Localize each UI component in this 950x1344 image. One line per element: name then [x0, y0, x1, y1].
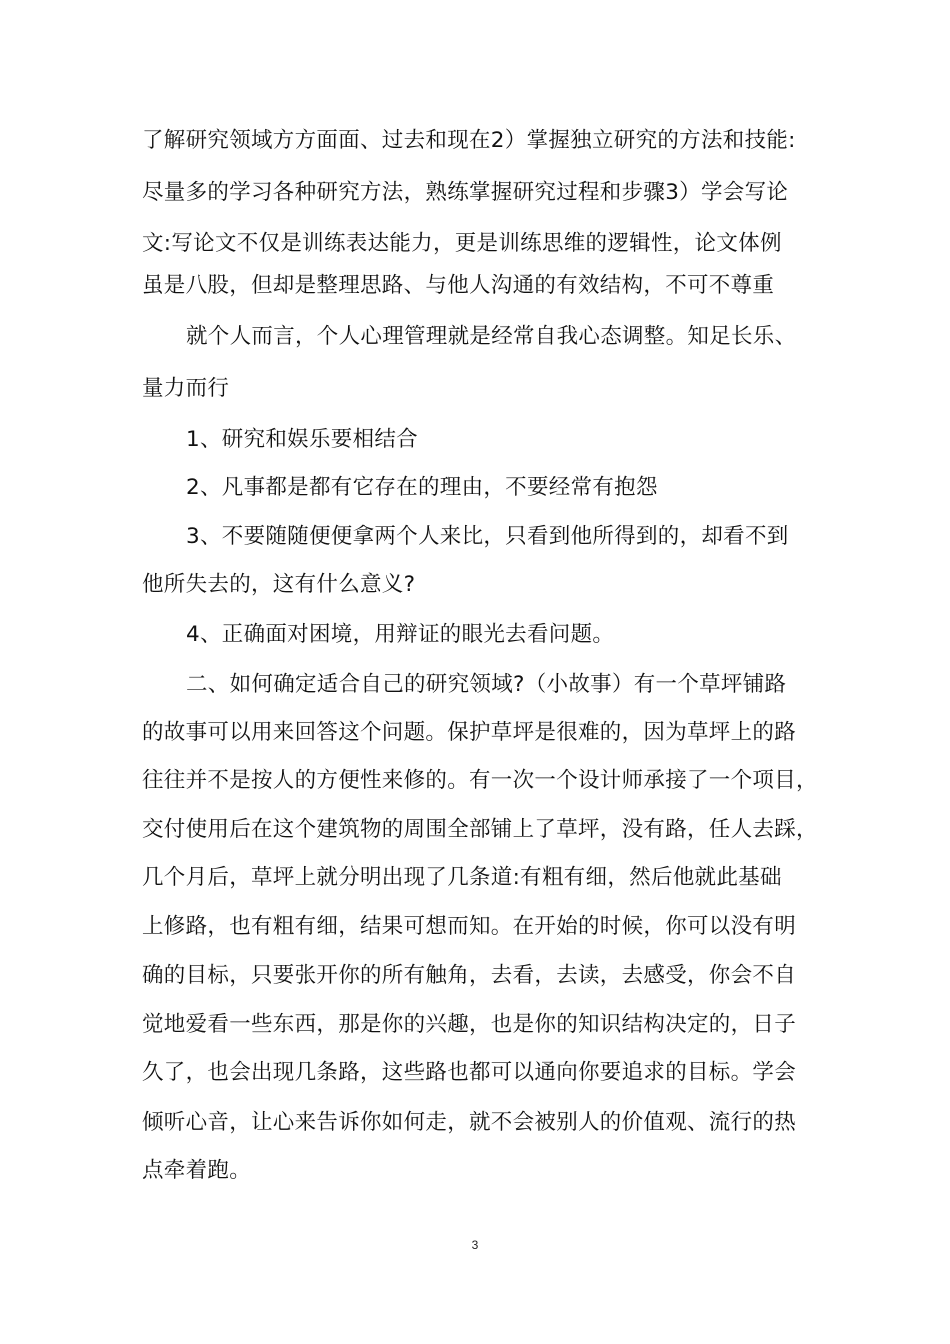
- list-item: 2、凡事都是都有它存在的理由，不要经常有抱怨: [186, 475, 658, 500]
- text-line: 文:写论文不仅是训练表达能力，更是训练思维的逻辑性，论文体例: [142, 231, 782, 256]
- text-line: 确的目标，只要张开你的所有触角，去看，去读，去感受，你会不自: [142, 963, 797, 988]
- text-line: 虽是八股，但却是整理思路、与他人沟通的有效结构，不可不尊重: [142, 273, 775, 298]
- text-line: 几个月后，草坪上就分明出现了几条道:有粗有细，然后他就此基础: [142, 865, 782, 890]
- list-item: 1、研究和娱乐要相结合: [186, 427, 418, 452]
- text-line: 交付使用后在这个建筑物的周围全部铺上了草坪，没有路，任人去踩，: [142, 817, 818, 842]
- text-line: 觉地爱看一些东西，那是你的兴趣，也是你的知识结构决定的，日子: [142, 1012, 797, 1037]
- text-line: 尽量多的学习各种研究方法，熟练掌握研究过程和步骤3）学会写论: [142, 180, 789, 205]
- list-item: 3、不要随随便便拿两个人来比，只看到他所得到的，却看不到: [186, 524, 789, 549]
- text-line: 量力而行: [142, 376, 230, 401]
- text-line: 他所失去的，这有什么意义?: [142, 572, 416, 597]
- text-line: 了解研究领域方方面面、过去和现在2）掌握独立研究的方法和技能:: [142, 128, 796, 153]
- paragraph-start-line: 就个人而言，个人心理管理就是经常自我心态调整。知足长乐、: [186, 324, 797, 349]
- text-line: 倾听心音，让心来告诉你如何走，就不会被别人的价值观、流行的热: [142, 1110, 797, 1135]
- text-line: 久了，也会出现几条路，这些路也都可以通向你要追求的目标。学会: [142, 1060, 797, 1085]
- page-number: 3: [471, 1238, 479, 1252]
- text-line: 点牵着跑。: [142, 1158, 252, 1183]
- section-heading-line: 二、如何确定适合自己的研究领域?（小故事）有一个草坪铺路: [186, 672, 787, 697]
- text-line: 往往并不是按人的方便性来修的。有一次一个设计师承接了一个项目，: [142, 768, 818, 793]
- list-item: 4、正确面对困境，用辩证的眼光去看问题。: [186, 622, 615, 647]
- text-line: 上修路，也有粗有细，结果可想而知。在开始的时候，你可以没有明: [142, 914, 797, 939]
- text-line: 的故事可以用来回答这个问题。保护草坪是很难的，因为草坪上的路: [142, 720, 797, 745]
